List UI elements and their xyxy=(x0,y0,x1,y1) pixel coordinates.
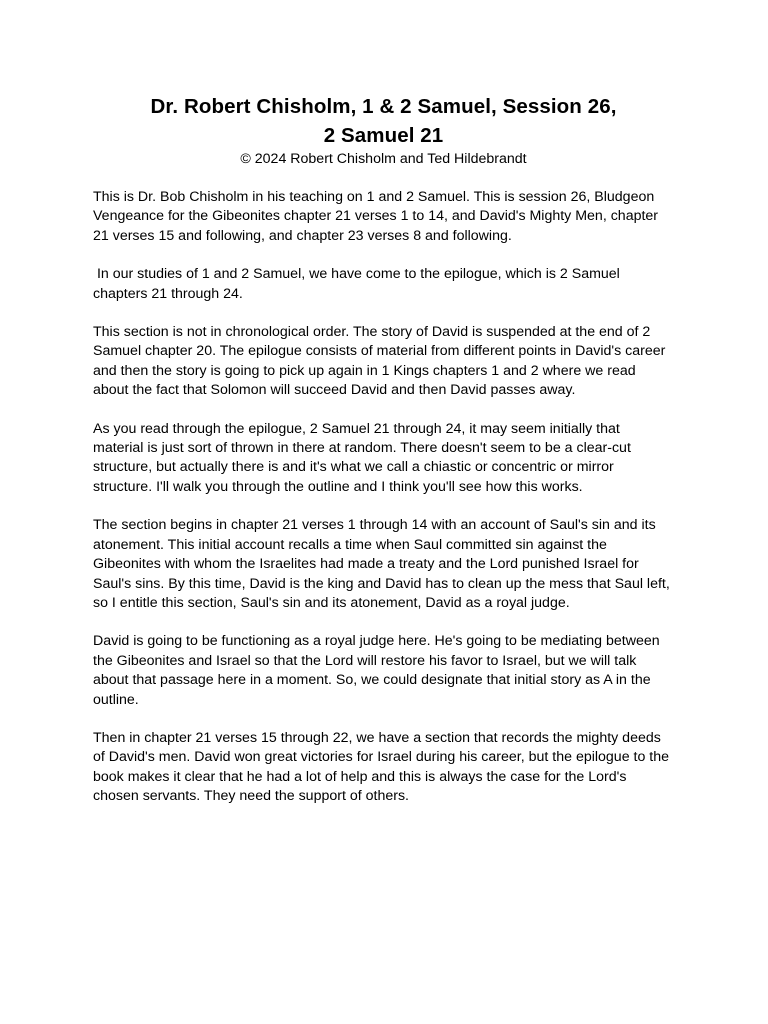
paragraph: In our studies of 1 and 2 Samuel, we have come to the epilogue, which is 2 Samuel chapters 21 through 24. xyxy=(93,266,624,302)
paragraph: This section is not in chronological order. The story of David is suspended at the end of 2 Samuel chapter 20. The epilogue consists of material from different points in David's career and then the story is going to pick up again in 1 Kings chapters 1 and 2 where we read about the fact that Solomon will succeed David and then David passes away. xyxy=(93,324,670,399)
paragraph: This is Dr. Bob Chisholm in his teaching on 1 and 2 Samuel. This is session 26, Bludgeon Vengeance for the Gibeonites chapter 21 verses 1 to 14, and David's Mighty Men, chapter 21 verses 15 and following, and chapter 23 verses 8 and following. xyxy=(93,189,662,244)
document-title xyxy=(93,92,674,150)
copyright-notice: © 2024 Robert Chisholm and Ted Hildebrandt xyxy=(240,151,527,167)
title-line-2: 2 Samuel 21 xyxy=(323,124,444,147)
body-text xyxy=(93,188,674,807)
title-line-1: Dr. Robert Chisholm, 1 & 2 Samuel, Session 26, xyxy=(150,95,617,118)
paragraph: Then in chapter 21 verses 15 through 22, we have a section that records the mighty deeds of David's men. David won great victories for Israel during his career, but the epilogue to the book makes it clear that he had a lot of help and this is always the case for the Lord's chosen servants. They need the support of others. xyxy=(93,729,673,805)
paragraph: David is going to be functioning as a royal judge here. He's going to be mediating between the Gibeonites and Israel so that the Lord will restore his favor to Israel, but we will talk about that passage here in a moment. So, we could designate that initial story as A in the outline. xyxy=(93,633,664,708)
paragraph: The section begins in chapter 21 verses 1 through 14 with an account of Saul's sin and its atonement. This initial account recalls a time when Saul committed sin against the Gibeonites with whom the Israelites had made a treaty and the Lord punished Israel for Saul's sins. By this time, David is the king and David has to clean up the mess that Saul left, so I entitle this section, Saul's sin and its atonement, David as a royal judge. xyxy=(93,517,674,611)
paragraph: As you read through the epilogue, 2 Samuel 21 through 24, it may seem initially that material is just sort of thrown in there at random. There doesn't seem to be a clear-cut structure, but actually there is and it's what we call a chiastic or concentric or mirror structure. I'll walk you through the outline and I think you'll see how this works. xyxy=(93,420,635,495)
